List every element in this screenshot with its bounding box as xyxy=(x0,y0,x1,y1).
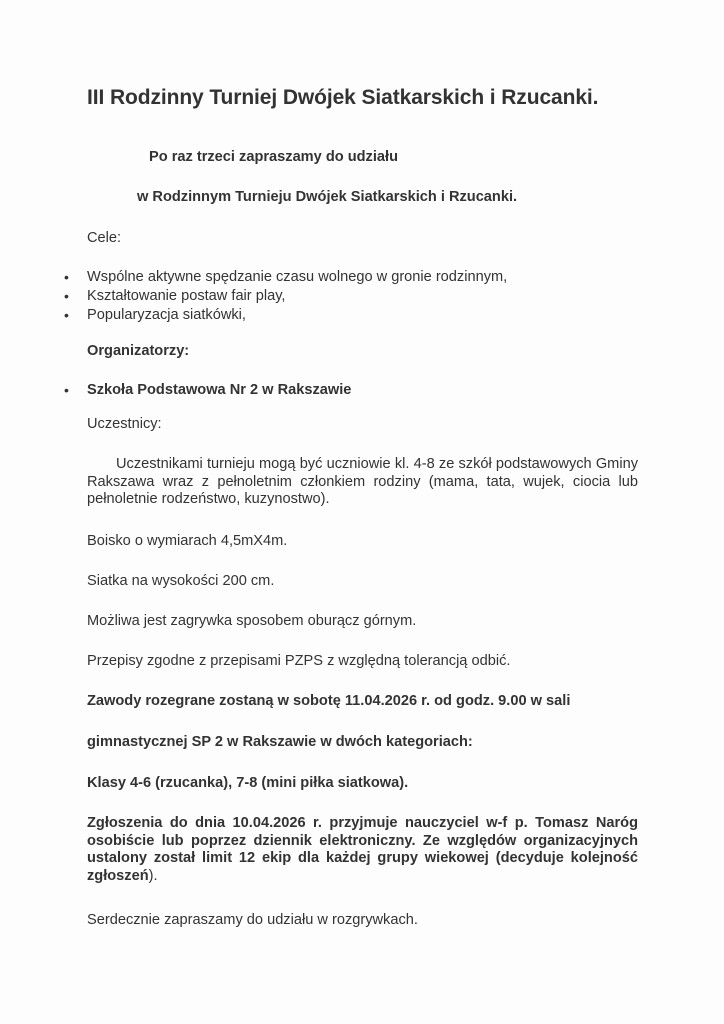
registration-text: Zgłoszenia do dnia 10.04.2026 r. przyjmuje nauczyciel w-f p. Tomasz Naróg osobiście lub poprzez dziennik elektroniczny. Ze względów organizacyjnych ustalony został limit 12 ekip dla każdej grupy wiekowej (decyduje kolejność zgłoszeń xyxy=(87,815,638,884)
organizer-item xyxy=(57,381,638,400)
rule-regulations: Przepisy zgodne z przepisami PZPS z względną tolerancją odbić. xyxy=(87,653,511,669)
goal-item-text: Popularyzacja siatkówki, xyxy=(87,307,246,323)
goals-heading: Cele: xyxy=(87,230,122,246)
rule-net-height: Siatka na wysokości 200 cm. xyxy=(87,573,275,589)
goal-item xyxy=(57,268,638,287)
bullet-icon: • xyxy=(64,269,69,285)
subtitle-line-2: w Rodzinnym Turnieju Dwójek Siatkarskich i Rzucanki. xyxy=(137,189,518,205)
rule-serve: Możliwa jest zagrywka sposobem oburącz górnym. xyxy=(87,613,417,629)
goal-item xyxy=(57,306,638,325)
participants-heading: Uczestnicy: xyxy=(87,416,162,432)
goal-item-text: Wspólne aktywne spędzanie czasu wolnego w gronie rodzinnym, xyxy=(87,269,508,285)
participants-description: Uczestnikami turnieju mogą być uczniowie kl. 4-8 ze szkół podstawowych Gminy Rakszawa wraz z pełnoletnim członkiem rodziny (mama, tata, wujek, ciocia lub pełnoletnie rodzeństwo, kuzynostwo). xyxy=(87,456,638,507)
registration-text-tail: ). xyxy=(148,867,158,884)
bullet-icon: • xyxy=(64,307,69,323)
goal-item xyxy=(57,287,638,306)
schedule-categories: Klasy 4-6 (rzucanka), 7-8 (mini piłka siatkowa). xyxy=(87,775,409,791)
document-title: III Rodzinny Turniej Dwójek Siatkarskich i Rzucanki. xyxy=(87,86,599,109)
schedule-line-2: gimnastycznej SP 2 w Rakszawie w dwóch kategoriach: xyxy=(87,734,473,750)
organizer-item-text: Szkoła Podstawowa Nr 2 w Rakszawie xyxy=(87,382,352,398)
registration-paragraph xyxy=(87,815,638,885)
organizers-list xyxy=(57,381,638,400)
closing-text: Serdecznie zapraszamy do udziału w rozgrywkach. xyxy=(87,912,418,928)
rule-court-size: Boisko o wymiarach 4,5mX4m. xyxy=(87,533,288,549)
goal-item-text: Kształtowanie postaw fair play, xyxy=(87,288,286,304)
bullet-icon: • xyxy=(64,288,69,304)
organizers-heading: Organizatorzy: xyxy=(87,343,190,359)
schedule-line-1: Zawody rozegrane zostaną w sobotę 11.04.2026 r. od godz. 9.00 w sali xyxy=(87,693,571,709)
subtitle-line-1: Po raz trzeci zapraszamy do udziału xyxy=(149,149,398,165)
goals-list xyxy=(57,268,638,325)
bullet-icon: • xyxy=(64,382,69,398)
